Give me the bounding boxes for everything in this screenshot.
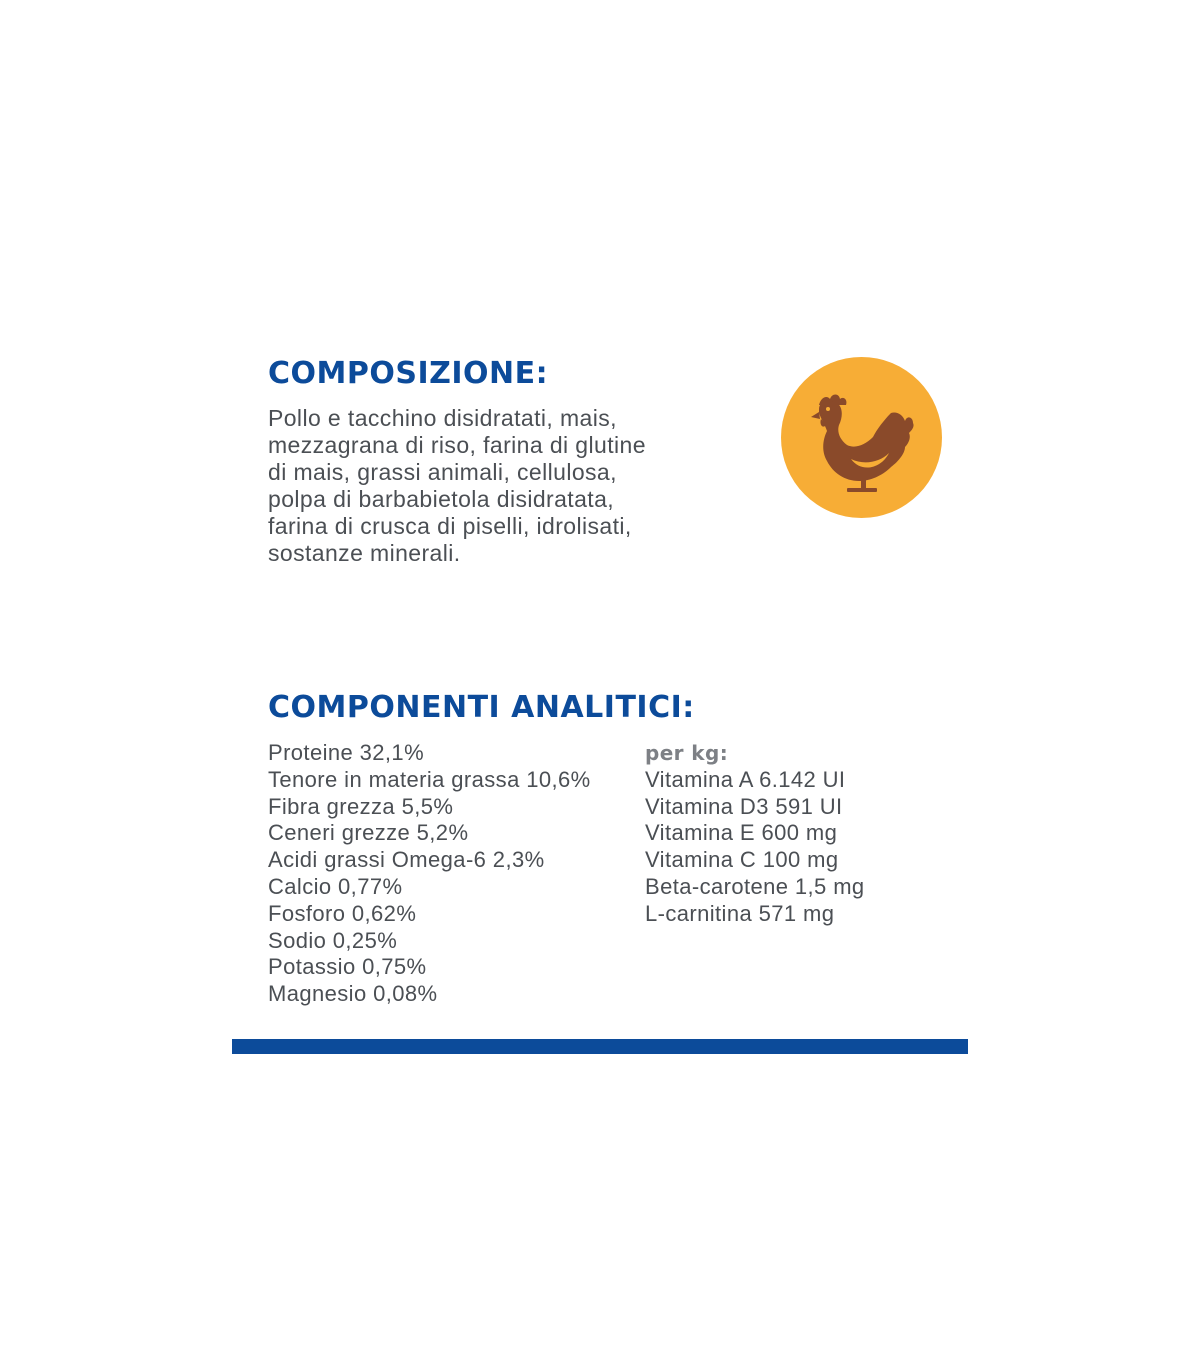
composition-line: sostanze minerali.: [268, 540, 461, 566]
composition-heading: COMPOSIZIONE:: [268, 356, 549, 391]
analytic-item: Sodio 0,25%: [268, 927, 398, 953]
analytic-heading: COMPONENTI ANALITICI:: [268, 690, 695, 725]
analytic-item: Acidi grassi Omega-6 2,3%: [268, 847, 545, 873]
chicken-badge: [781, 357, 942, 518]
analytic-item: Potassio 0,75%: [268, 954, 427, 980]
composition-line: mezzagrana di riso, farina di glutine: [268, 432, 646, 458]
per-kg-header: per kg:: [645, 741, 729, 765]
vitamin-item: Beta-carotene 1,5 mg: [645, 873, 865, 899]
analytic-item: Magnesio 0,08%: [268, 981, 438, 1007]
vitamin-item: Vitamina D3 591 UI: [645, 793, 843, 819]
chicken-icon: [781, 357, 942, 518]
vitamin-item: Vitamina A 6.142 UI: [645, 766, 846, 792]
vitamin-item: Vitamina E 600 mg: [645, 820, 838, 846]
analytic-item: Tenore in materia grassa 10,6%: [268, 766, 591, 792]
bottom-divider-bar: [232, 1039, 968, 1054]
analytic-list: [268, 740, 591, 1008]
composition-line: di mais, grassi animali, cellulosa,: [268, 459, 617, 485]
composition-line: Pollo e tacchino disidratati, mais,: [268, 405, 617, 431]
vitamin-list: [645, 740, 865, 928]
analytic-item: Ceneri grezze 5,2%: [268, 820, 469, 846]
vitamin-item: L-carnitina 571 mg: [645, 900, 835, 926]
composition-text: [268, 405, 768, 567]
vitamin-item: Vitamina C 100 mg: [645, 847, 839, 873]
analytic-item: Calcio 0,77%: [268, 873, 403, 899]
analytic-item: Fibra grezza 5,5%: [268, 793, 454, 819]
analytic-item: Fosforo 0,62%: [268, 900, 417, 926]
composition-line: polpa di barbabietola disidratata,: [268, 486, 615, 512]
analytic-item: Proteine 32,1%: [268, 740, 425, 765]
composition-line: farina di crusca di piselli, idrolisati,: [268, 513, 632, 539]
